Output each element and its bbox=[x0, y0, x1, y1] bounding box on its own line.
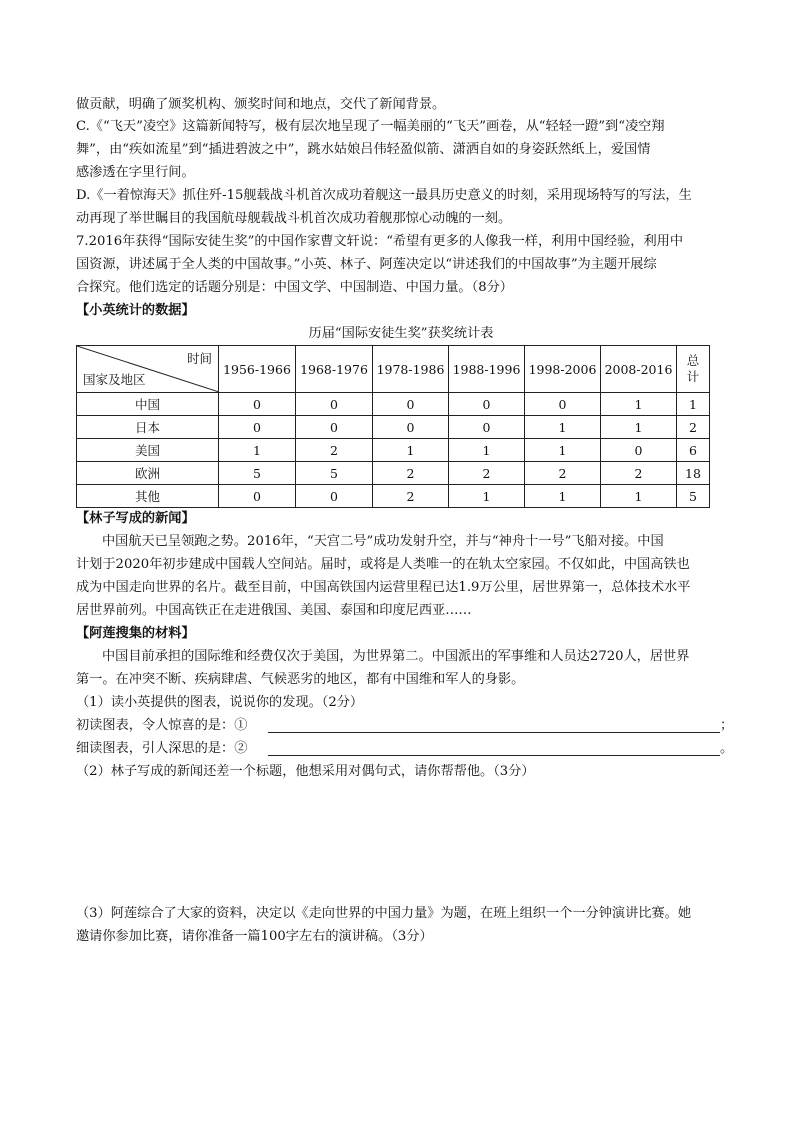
value-cell: 1 bbox=[601, 393, 677, 416]
region-cell: 其他 bbox=[77, 485, 219, 508]
section-linzi-heading: 【林子写成的新闻】 bbox=[76, 511, 195, 526]
period-header: 2008-2016 bbox=[601, 346, 677, 393]
material-line1: 中国目前承担的国际维和经费仅次于美国，为世界第二。中国派出的军事维和人员达2720人，居世界 bbox=[102, 649, 690, 664]
total-cell: 5 bbox=[677, 485, 710, 508]
value-cell: 0 bbox=[296, 485, 373, 508]
sub2-question: （2）林子写成的新闻还差一个标题，他想采用对偶句式，请你帮帮他。（3分） bbox=[76, 764, 535, 779]
value-cell: 0 bbox=[373, 393, 449, 416]
value-cell: 1 bbox=[525, 485, 601, 508]
option-d-line1: D.《一着惊海天》抓住歼-15舰载战斗机首次成功着舰这一最具历史意义的时刻，采用现场特写的写法，生 bbox=[76, 188, 692, 203]
value-cell: 1 bbox=[449, 439, 525, 462]
answer-blank-2[interactable] bbox=[268, 755, 720, 756]
sub1-question: （1）读小英提供的图表，说说你的发现。（2分） bbox=[76, 695, 364, 710]
period-header: 1956-1966 bbox=[219, 346, 296, 393]
award-stats-table bbox=[76, 345, 710, 508]
total-cell: 18 bbox=[677, 462, 710, 485]
corner-label-region: 国家及地区 bbox=[83, 372, 146, 387]
value-cell: 0 bbox=[219, 485, 296, 508]
region-cell: 美国 bbox=[77, 439, 219, 462]
news-line4: 居世界前列。中国高铁正在走进俄国、美国、泰国和印度尼西亚…… bbox=[76, 603, 472, 618]
value-cell: 5 bbox=[296, 462, 373, 485]
total-cell: 1 bbox=[677, 393, 710, 416]
value-cell: 1 bbox=[525, 416, 601, 439]
question7-line3: 合探究。他们选定的话题分别是：中国文学、中国制造、中国力量。（8分） bbox=[76, 280, 513, 295]
material-line2: 第一。在冲突不断、疾病肆虐、气候恶劣的地区，都有中国维和军人的身影。 bbox=[76, 672, 525, 687]
value-cell: 0 bbox=[219, 416, 296, 439]
table-row bbox=[77, 393, 710, 416]
value-cell: 1 bbox=[601, 416, 677, 439]
value-cell: 2 bbox=[373, 462, 449, 485]
option-c-line1: C.《“飞天”凌空》这篇新闻特写，极有层次地呈现了一幅美丽的“飞天”画卷，从“轻轻一蹬”到“凌空翔 bbox=[76, 119, 665, 134]
table-row bbox=[77, 485, 710, 508]
value-cell: 0 bbox=[601, 439, 677, 462]
value-cell: 1 bbox=[601, 485, 677, 508]
total-cell: 6 bbox=[677, 439, 710, 462]
sub3-line1: （3）阿莲综合了大家的资料，决定以《走向世界的中国力量》为题，在班上组织一个一分钟演讲比赛。她 bbox=[76, 906, 692, 921]
option-d-line2: 动再现了举世瞩目的我国航母舰载战斗机首次成功着舰那惊心动魄的一刻。 bbox=[76, 211, 512, 226]
period-header: 1998-2006 bbox=[525, 346, 601, 393]
value-cell: 1 bbox=[449, 485, 525, 508]
option-c-line2: 舞”，由“疾如流星”到“插进碧波之中”，跳水姑娘吕伟轻盈似箭、潇洒自如的身姿跃然纸上，爱国情 bbox=[76, 142, 651, 157]
corner-label-time: 时间 bbox=[186, 351, 212, 366]
section-xiaoying-heading: 【小英统计的数据】 bbox=[76, 303, 195, 318]
question7-line2: 国资源，讲述属于全人类的中国故事。”小英、林子、阿莲决定以“讲述我们的中国故事”为主题开展综 bbox=[76, 257, 657, 272]
news-line1: 中国航天已呈领跑之势。2016年，“天宫二号”成功发射升空，并与“神舟十一号”飞船对接。中国 bbox=[102, 534, 664, 549]
table-corner-cell bbox=[77, 346, 219, 393]
value-cell: 1 bbox=[219, 439, 296, 462]
value-cell: 0 bbox=[373, 416, 449, 439]
total-header-char2: 计 bbox=[686, 369, 700, 384]
blank2-end-mark: 。 bbox=[720, 741, 734, 756]
period-header: 1978-1986 bbox=[373, 346, 449, 393]
table-row bbox=[77, 439, 710, 462]
news-line2: 计划于2020年初步建成中国载人空间站。届时，或将是人类唯一的在轨太空家园。不仅如此，中国高铁也 bbox=[76, 557, 690, 572]
value-cell: 2 bbox=[525, 462, 601, 485]
value-cell: 0 bbox=[296, 393, 373, 416]
value-cell: 2 bbox=[449, 462, 525, 485]
section-alian-heading: 【阿莲搜集的材料】 bbox=[76, 626, 195, 641]
answer-blank-1[interactable] bbox=[268, 732, 720, 733]
value-cell: 0 bbox=[525, 393, 601, 416]
total-cell: 2 bbox=[677, 416, 710, 439]
value-cell: 0 bbox=[449, 393, 525, 416]
period-header: 1968-1976 bbox=[296, 346, 373, 393]
region-cell: 中国 bbox=[77, 393, 219, 416]
sub3-line2: 邀请你参加比赛，请你准备一篇100字左右的演讲稿。（3分） bbox=[76, 929, 433, 944]
period-header: 1988-1996 bbox=[449, 346, 525, 393]
value-cell: 2 bbox=[296, 439, 373, 462]
region-cell: 欧洲 bbox=[77, 462, 219, 485]
value-cell: 5 bbox=[219, 462, 296, 485]
region-cell: 日本 bbox=[77, 416, 219, 439]
value-cell: 1 bbox=[373, 439, 449, 462]
table-row bbox=[77, 416, 710, 439]
sub2-answer-area[interactable] bbox=[76, 784, 726, 899]
option-b-tail: 做贡献，明确了颁奖机构、颁奖时间和地点，交代了新闻背景。 bbox=[76, 97, 446, 112]
table-header-row bbox=[77, 346, 710, 393]
total-header-char1: 总 bbox=[686, 353, 700, 368]
sub1-blank2-label: 细读图表，引人深思的是：② bbox=[76, 741, 248, 756]
news-line3: 成为中国走向世界的名片。截至目前，中国高铁国内运营里程已达1.9万公里，居世界第一，总体技术水平 bbox=[76, 580, 691, 595]
blank1-end-mark: ； bbox=[720, 718, 734, 733]
table-row bbox=[77, 462, 710, 485]
value-cell: 1 bbox=[525, 439, 601, 462]
option-c-line3: 感渗透在字里行间。 bbox=[76, 165, 195, 180]
table-title: 历届“国际安徒生奖”获奖统计表 bbox=[308, 326, 494, 341]
value-cell: 0 bbox=[296, 416, 373, 439]
value-cell: 0 bbox=[449, 416, 525, 439]
sub1-blank1-label: 初读图表，令人惊喜的是：① bbox=[76, 718, 248, 733]
value-cell: 2 bbox=[373, 485, 449, 508]
value-cell: 2 bbox=[601, 462, 677, 485]
total-header bbox=[677, 346, 710, 393]
question7-line1: 7.2016年获得“国际安徒生奖”的中国作家曹文轩说：“希望有更多的人像我一样，利用中国经验，利用中 bbox=[76, 234, 684, 249]
value-cell: 0 bbox=[219, 393, 296, 416]
